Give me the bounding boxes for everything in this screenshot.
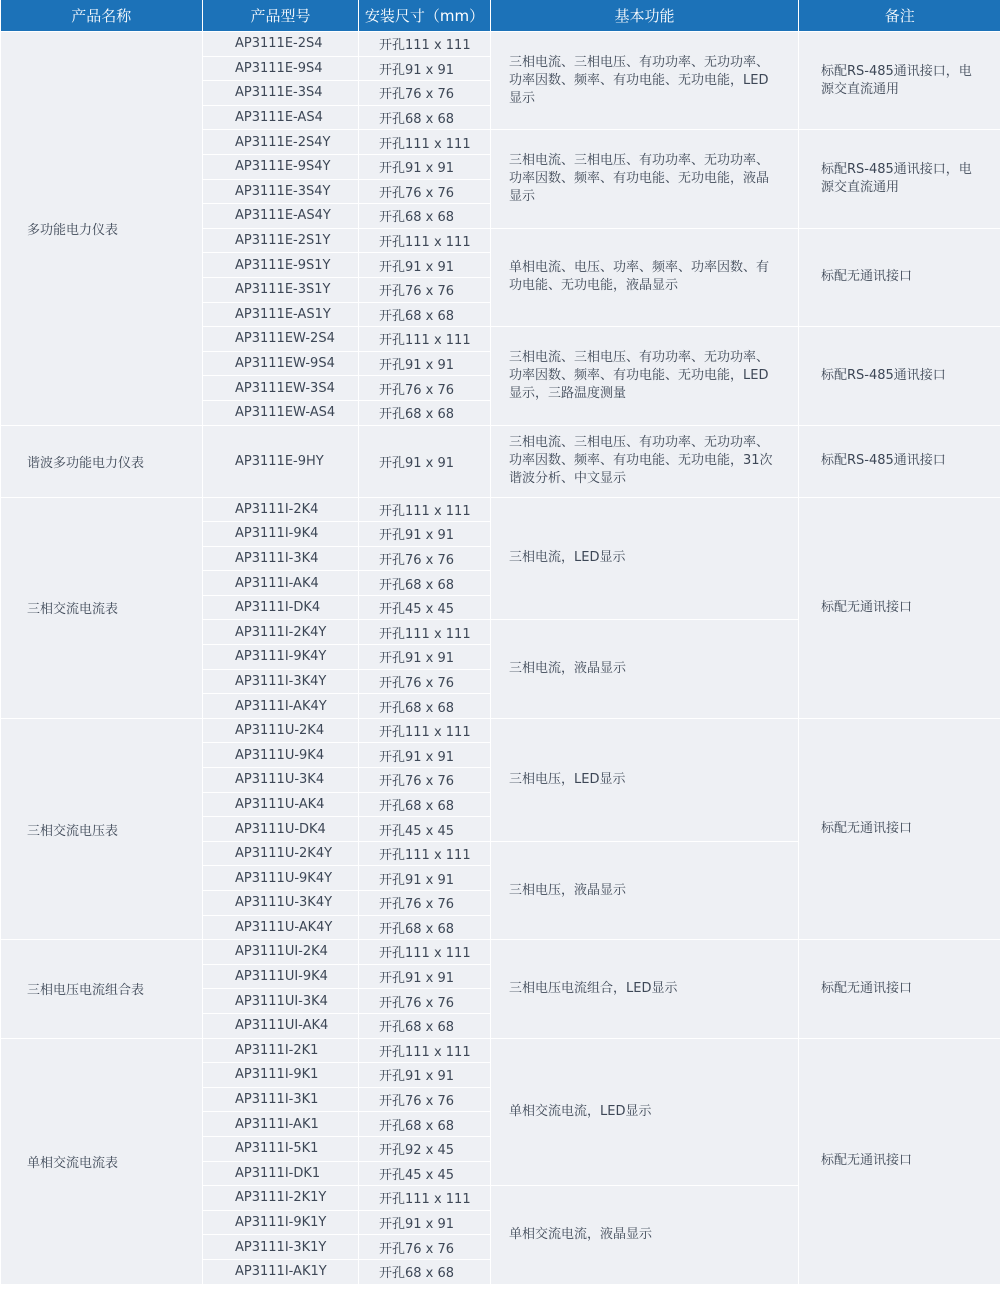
remark-cell: 标配RS-485通讯接口 — [799, 425, 1000, 497]
model-cell: AP3111EW-2S4 — [203, 327, 359, 352]
model-cell: AP3111UI-3K4 — [203, 989, 359, 1014]
size-cell: 开孔68 x 68 — [359, 1112, 491, 1137]
product-name-cell: 单相交流电流表 — [1, 1038, 203, 1284]
model-cell: AP3111I-9K1 — [203, 1063, 359, 1088]
size-cell: 开孔68 x 68 — [359, 204, 491, 229]
model-cell: AP3111U-3K4Y — [203, 891, 359, 916]
size-cell: 开孔111 x 111 — [359, 327, 491, 352]
size-cell: 开孔68 x 68 — [359, 400, 491, 425]
model-cell: AP3111I-AK1Y — [203, 1259, 359, 1284]
model-cell: AP3111I-2K4Y — [203, 620, 359, 645]
model-cell: AP3111I-AK4 — [203, 571, 359, 596]
header-install-size: 安装尺寸（mm） — [359, 0, 491, 32]
size-cell: 开孔76 x 76 — [359, 768, 491, 793]
model-cell: AP3111E-AS4Y — [203, 204, 359, 229]
model-cell: AP3111I-5K1 — [203, 1136, 359, 1161]
model-cell: AP3111U-3K4 — [203, 768, 359, 793]
remark-cell: 标配无通讯接口 — [799, 228, 1000, 326]
header-basic-function: 基本功能 — [491, 0, 799, 32]
remark-cell: 标配无通讯接口 — [799, 497, 1000, 718]
table-row — [1, 940, 1000, 965]
function-cell: 三相电压，LED显示 — [491, 718, 799, 841]
model-cell: AP3111U-2K4 — [203, 718, 359, 743]
size-cell: 开孔111 x 111 — [359, 620, 491, 645]
model-cell: AP3111UI-2K4 — [203, 940, 359, 965]
model-cell: AP3111I-3K1Y — [203, 1235, 359, 1260]
model-cell: AP3111I-2K4 — [203, 497, 359, 522]
size-cell: 开孔91 x 91 — [359, 1210, 491, 1235]
model-cell: AP3111UI-9K4 — [203, 964, 359, 989]
size-cell: 开孔111 x 111 — [359, 718, 491, 743]
model-cell: AP3111E-AS4 — [203, 105, 359, 130]
size-cell: 开孔45 x 45 — [359, 1161, 491, 1186]
function-cell: 三相电流，LED显示 — [491, 497, 799, 620]
size-cell: 开孔76 x 76 — [359, 989, 491, 1014]
size-cell: 开孔92 x 45 — [359, 1136, 491, 1161]
size-cell: 开孔91 x 91 — [359, 56, 491, 81]
size-cell: 开孔45 x 45 — [359, 595, 491, 620]
model-cell: AP3111E-9S1Y — [203, 253, 359, 278]
product-name-cell: 多功能电力仪表 — [1, 32, 203, 426]
size-cell: 开孔76 x 76 — [359, 1087, 491, 1112]
model-cell: AP3111UI-AK4 — [203, 1013, 359, 1038]
size-cell: 开孔91 x 91 — [359, 964, 491, 989]
size-cell: 开孔68 x 68 — [359, 1259, 491, 1284]
model-cell: AP3111U-2K4Y — [203, 841, 359, 866]
function-cell: 三相电流、三相电压、有功功率、无功功率、功率因数、频率、有功电能、无功电能，31次谐波分析、中文显示 — [491, 425, 799, 497]
model-cell: AP3111E-9S4Y — [203, 154, 359, 179]
function-cell: 单相交流电流，液晶显示 — [491, 1186, 799, 1284]
size-cell: 开孔68 x 68 — [359, 302, 491, 327]
remark-cell: 标配RS-485通讯接口，电源交直流通用 — [799, 130, 1000, 228]
size-cell: 开孔68 x 68 — [359, 571, 491, 596]
size-cell: 开孔91 x 91 — [359, 154, 491, 179]
size-cell: 开孔111 x 111 — [359, 130, 491, 155]
size-cell: 开孔91 x 91 — [359, 866, 491, 891]
table-body — [1, 32, 1000, 1285]
size-cell: 开孔76 x 76 — [359, 546, 491, 571]
function-cell: 单相电流、电压、功率、频率、功率因数、有功电能、无功电能，液晶显示 — [491, 228, 799, 326]
model-cell: AP3111I-DK4 — [203, 595, 359, 620]
size-cell: 开孔91 x 91 — [359, 351, 491, 376]
size-cell: 开孔91 x 91 — [359, 425, 491, 497]
remark-cell: 标配无通讯接口 — [799, 1038, 1000, 1284]
model-cell: AP3111E-2S1Y — [203, 228, 359, 253]
model-cell: AP3111E-2S4Y — [203, 130, 359, 155]
function-cell: 三相电压电流组合，LED显示 — [491, 940, 799, 1038]
size-cell: 开孔91 x 91 — [359, 1063, 491, 1088]
model-cell: AP3111EW-AS4 — [203, 400, 359, 425]
size-cell: 开孔68 x 68 — [359, 105, 491, 130]
remark-cell: 标配RS-485通讯接口，电源交直流通用 — [799, 32, 1000, 130]
size-cell: 开孔111 x 111 — [359, 1186, 491, 1211]
model-cell: AP3111EW-3S4 — [203, 376, 359, 401]
function-cell: 三相电压，液晶显示 — [491, 841, 799, 939]
model-cell: AP3111I-AK4Y — [203, 694, 359, 719]
table-row — [1, 425, 1000, 497]
model-cell: AP3111I-AK1 — [203, 1112, 359, 1137]
model-cell: AP3111U-9K4 — [203, 743, 359, 768]
size-cell: 开孔91 x 91 — [359, 743, 491, 768]
header-product-model: 产品型号 — [203, 0, 359, 32]
function-cell: 三相电流、三相电压、有功功率、无功功率、功率因数、频率、有功电能、无功电能，LED显示，三路温度测量 — [491, 327, 799, 425]
product-name-cell: 谐波多功能电力仪表 — [1, 425, 203, 497]
model-cell: AP3111E-3S1Y — [203, 277, 359, 302]
size-cell: 开孔45 x 45 — [359, 817, 491, 842]
size-cell: 开孔111 x 111 — [359, 32, 491, 57]
size-cell: 开孔111 x 111 — [359, 497, 491, 522]
table-row — [1, 32, 1000, 57]
product-name-cell: 三相交流电流表 — [1, 497, 203, 718]
remark-cell: 标配RS-485通讯接口 — [799, 327, 1000, 425]
header-remarks: 备注 — [799, 0, 1000, 32]
model-cell: AP3111E-9S4 — [203, 56, 359, 81]
model-cell: AP3111E-3S4 — [203, 81, 359, 106]
product-name-cell: 三相交流电压表 — [1, 718, 203, 939]
model-cell: AP3111I-9K4Y — [203, 645, 359, 670]
table-row — [1, 497, 1000, 522]
size-cell: 开孔76 x 76 — [359, 1235, 491, 1260]
model-cell: AP3111U-AK4 — [203, 792, 359, 817]
size-cell: 开孔68 x 68 — [359, 792, 491, 817]
model-cell: AP3111E-3S4Y — [203, 179, 359, 204]
model-cell: AP3111I-3K4 — [203, 546, 359, 571]
function-cell: 三相电流、三相电压、有功功率、无功功率、功率因数、频率、有功电能、无功电能，液晶显示 — [491, 130, 799, 228]
size-cell: 开孔68 x 68 — [359, 1013, 491, 1038]
model-cell: AP3111I-9K4 — [203, 522, 359, 547]
model-cell: AP3111E-9HY — [203, 425, 359, 497]
size-cell: 开孔76 x 76 — [359, 179, 491, 204]
size-cell: 开孔91 x 91 — [359, 522, 491, 547]
size-cell: 开孔76 x 76 — [359, 376, 491, 401]
size-cell: 开孔111 x 111 — [359, 228, 491, 253]
model-cell: AP3111E-AS1Y — [203, 302, 359, 327]
product-name-cell: 三相电压电流组合表 — [1, 940, 203, 1038]
size-cell: 开孔111 x 111 — [359, 841, 491, 866]
size-cell: 开孔91 x 91 — [359, 253, 491, 278]
model-cell: AP3111I-2K1 — [203, 1038, 359, 1063]
model-cell: AP3111I-3K4Y — [203, 669, 359, 694]
model-cell: AP3111I-2K1Y — [203, 1186, 359, 1211]
size-cell: 开孔111 x 111 — [359, 1038, 491, 1063]
model-cell: AP3111EW-9S4 — [203, 351, 359, 376]
model-cell: AP3111U-9K4Y — [203, 866, 359, 891]
size-cell: 开孔76 x 76 — [359, 669, 491, 694]
table-row — [1, 718, 1000, 743]
remark-cell: 标配无通讯接口 — [799, 940, 1000, 1038]
size-cell: 开孔91 x 91 — [359, 645, 491, 670]
size-cell: 开孔111 x 111 — [359, 940, 491, 965]
model-cell: AP3111I-DK1 — [203, 1161, 359, 1186]
model-cell: AP3111E-2S4 — [203, 32, 359, 57]
model-cell: AP3111U-AK4Y — [203, 915, 359, 940]
remark-cell: 标配无通讯接口 — [799, 718, 1000, 939]
function-cell: 单相交流电流，LED显示 — [491, 1038, 799, 1186]
model-cell: AP3111U-DK4 — [203, 817, 359, 842]
table-header-row — [1, 0, 1000, 32]
size-cell: 开孔76 x 76 — [359, 277, 491, 302]
size-cell: 开孔68 x 68 — [359, 694, 491, 719]
size-cell: 开孔68 x 68 — [359, 915, 491, 940]
size-cell: 开孔76 x 76 — [359, 81, 491, 106]
model-cell: AP3111I-9K1Y — [203, 1210, 359, 1235]
size-cell: 开孔76 x 76 — [359, 891, 491, 916]
model-cell: AP3111I-3K1 — [203, 1087, 359, 1112]
header-product-name: 产品名称 — [1, 0, 203, 32]
table-row — [1, 1038, 1000, 1063]
function-cell: 三相电流、三相电压、有功功率、无功功率、功率因数、频率、有功电能、无功电能，LED显示 — [491, 32, 799, 130]
function-cell: 三相电流，液晶显示 — [491, 620, 799, 718]
